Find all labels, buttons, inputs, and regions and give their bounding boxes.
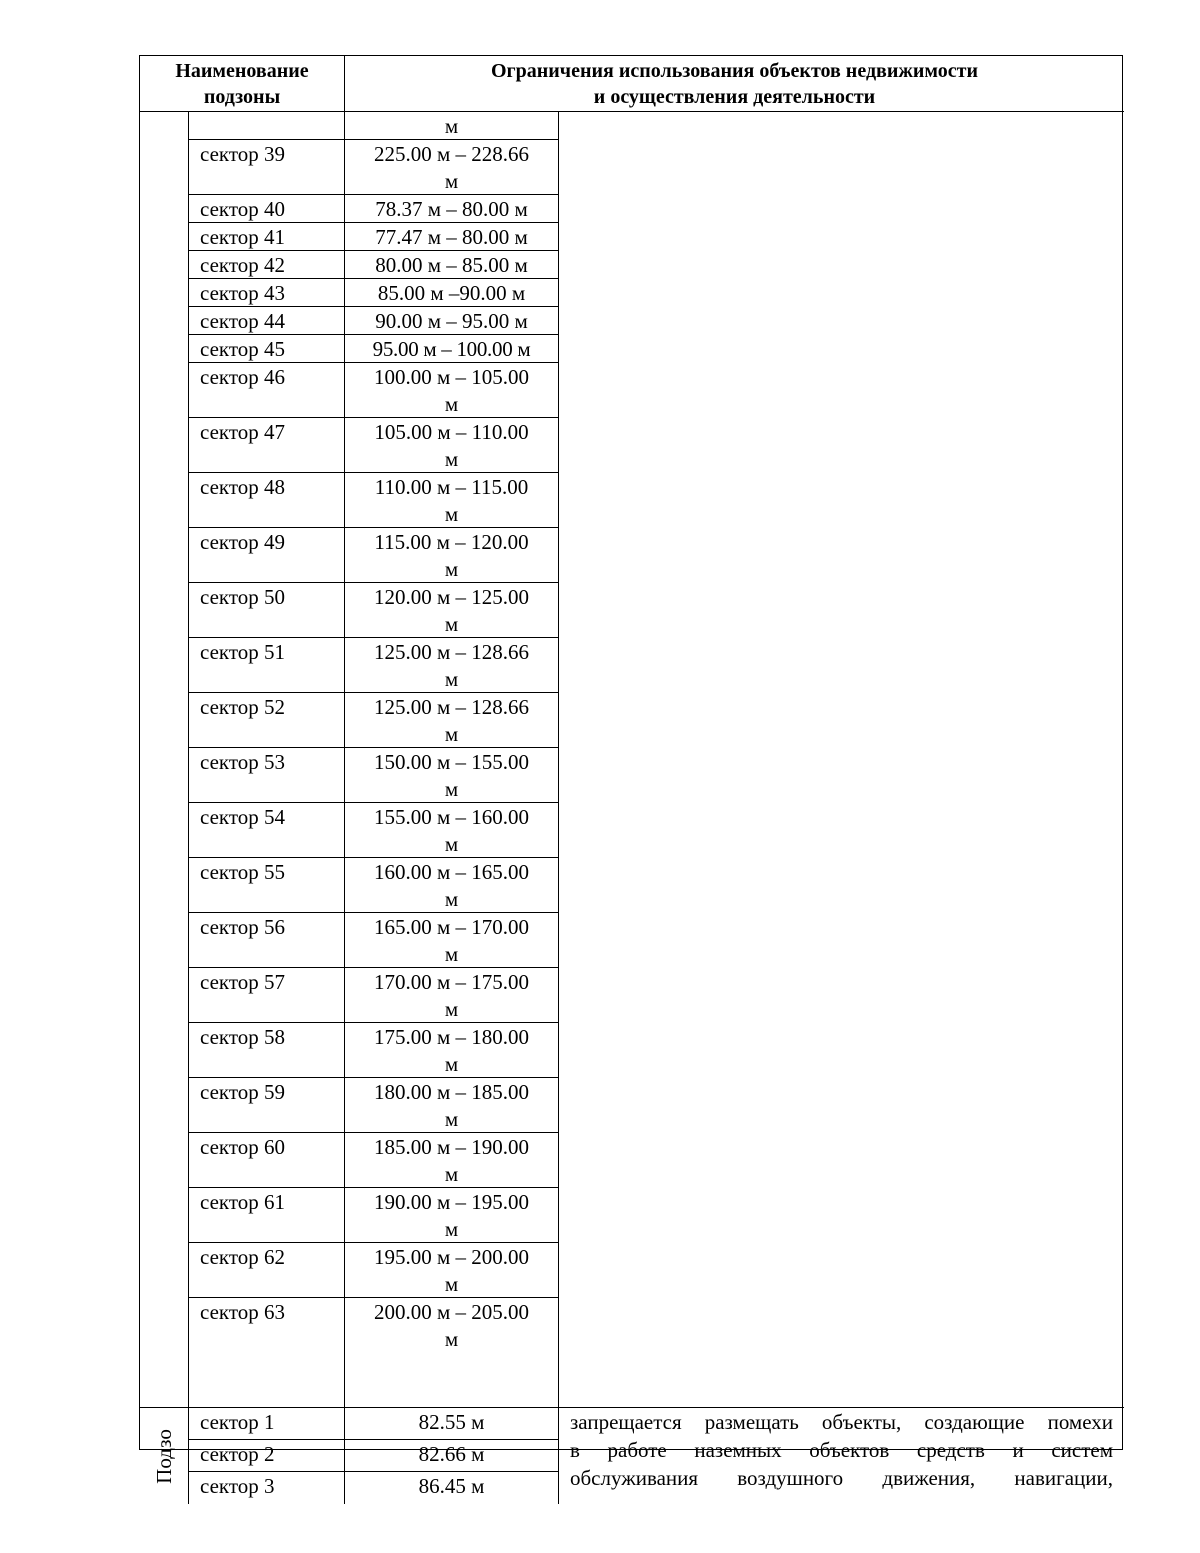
sector-value: 120.00 м – 125.00 м: [345, 583, 559, 638]
sector-name: сектор 54: [189, 803, 345, 858]
sector-value: 90.00 м – 95.00 м: [345, 307, 559, 335]
sector-value: 180.00 м – 185.00 м: [345, 1078, 559, 1133]
sector-value: 170.00 м – 175.00 м: [345, 968, 559, 1023]
sector-value: 195.00 м – 200.00 м: [345, 1243, 559, 1298]
sector-name: сектор 51: [189, 638, 345, 693]
header-subzone-name-line2: подзоны: [203, 85, 281, 108]
sector-name: сектор 43: [189, 279, 345, 307]
sector-value: 82.66 м: [345, 1440, 559, 1472]
sector-name: сектор 40: [189, 195, 345, 223]
sector-name: сектор 48: [189, 473, 345, 528]
restriction-text-line: в работе наземных объектов средств и систем: [570, 1438, 1113, 1462]
sector-value: 82.55 м: [345, 1408, 559, 1440]
sector-name: сектор 49: [189, 528, 345, 583]
sector-name: сектор 63: [189, 1298, 345, 1408]
sector-name: сектор 61: [189, 1188, 345, 1243]
sector-value: 190.00 м – 195.00 м: [345, 1188, 559, 1243]
sector-value: 110.00 м – 115.00 м: [345, 473, 559, 528]
sector-name: сектор 1: [189, 1408, 345, 1440]
sector-value: 150.00 м – 155.00 м: [345, 748, 559, 803]
sector-name: сектор 42: [189, 251, 345, 279]
sector-value: 85.00 м –90.00 м: [345, 279, 559, 307]
sector-value: 105.00 м – 110.00 м: [345, 418, 559, 473]
sector-name: сектор 55: [189, 858, 345, 913]
restriction-cell-upper: [559, 112, 1124, 1408]
sector-name: сектор 62: [189, 1243, 345, 1298]
sector-value: 165.00 м – 170.00 м: [345, 913, 559, 968]
restrictions-table: [139, 55, 1123, 1498]
sector-value: 77.47 м – 80.00 м: [345, 223, 559, 251]
sector-name-continued: [189, 112, 345, 140]
header-subzone-name: [140, 56, 345, 112]
sector-name: сектор 58: [189, 1023, 345, 1078]
sector-name: сектор 46: [189, 363, 345, 418]
sector-name: сектор 52: [189, 693, 345, 748]
subzone-label-cell-lower: [140, 1408, 189, 1504]
sector-value: 100.00 м – 105.00 м: [345, 363, 559, 418]
restriction-text-lower: [559, 1408, 1124, 1504]
restriction-text-line: обслуживания воздушного движения, навигации,: [570, 1466, 1113, 1490]
subzone-label-vertical: Подзо: [151, 1428, 176, 1484]
sector-name: сектор 59: [189, 1078, 345, 1133]
sector-name: сектор 2: [189, 1440, 345, 1472]
sector-value: 95.00 м – 100.00 м: [345, 335, 559, 363]
sector-name: сектор 53: [189, 748, 345, 803]
sector-value: 160.00 м – 165.00 м: [345, 858, 559, 913]
sector-name: сектор 56: [189, 913, 345, 968]
sector-value: 86.45 м: [345, 1472, 559, 1504]
sector-name: сектор 39: [189, 140, 345, 195]
header-restrictions: [345, 56, 1124, 112]
sector-value: 125.00 м – 128.66 м: [345, 638, 559, 693]
sector-name: сектор 41: [189, 223, 345, 251]
sector-value-continued: м: [345, 112, 559, 140]
sector-name: сектор 47: [189, 418, 345, 473]
sector-value: 175.00 м – 180.00 м: [345, 1023, 559, 1078]
sector-name: сектор 60: [189, 1133, 345, 1188]
sector-value: 115.00 м – 120.00 м: [345, 528, 559, 583]
sector-name: сектор 57: [189, 968, 345, 1023]
sector-value: 80.00 м – 85.00 м: [345, 251, 559, 279]
sector-name: сектор 50: [189, 583, 345, 638]
sector-value: 78.37 м – 80.00 м: [345, 195, 559, 223]
header-restrictions-line1: Ограничения использования объектов недвижимости: [491, 59, 978, 82]
sector-value: 225.00 м – 228.66 м: [345, 140, 559, 195]
sector-name: сектор 44: [189, 307, 345, 335]
sector-name: сектор 45: [189, 335, 345, 363]
header-restrictions-line2: и осуществления деятельности: [593, 85, 876, 108]
sector-value: 185.00 м – 190.00 м: [345, 1133, 559, 1188]
sector-value: 125.00 м – 128.66 м: [345, 693, 559, 748]
sector-value: 200.00 м – 205.00 м: [345, 1298, 559, 1408]
sector-value: 155.00 м – 160.00 м: [345, 803, 559, 858]
header-subzone-name-line1: Наименование: [175, 59, 309, 82]
sector-name: сектор 3: [189, 1472, 345, 1504]
subzone-label-cell-upper: [140, 112, 189, 1408]
restriction-text-line: запрещается размещать объекты, создающие помехи: [570, 1410, 1113, 1434]
